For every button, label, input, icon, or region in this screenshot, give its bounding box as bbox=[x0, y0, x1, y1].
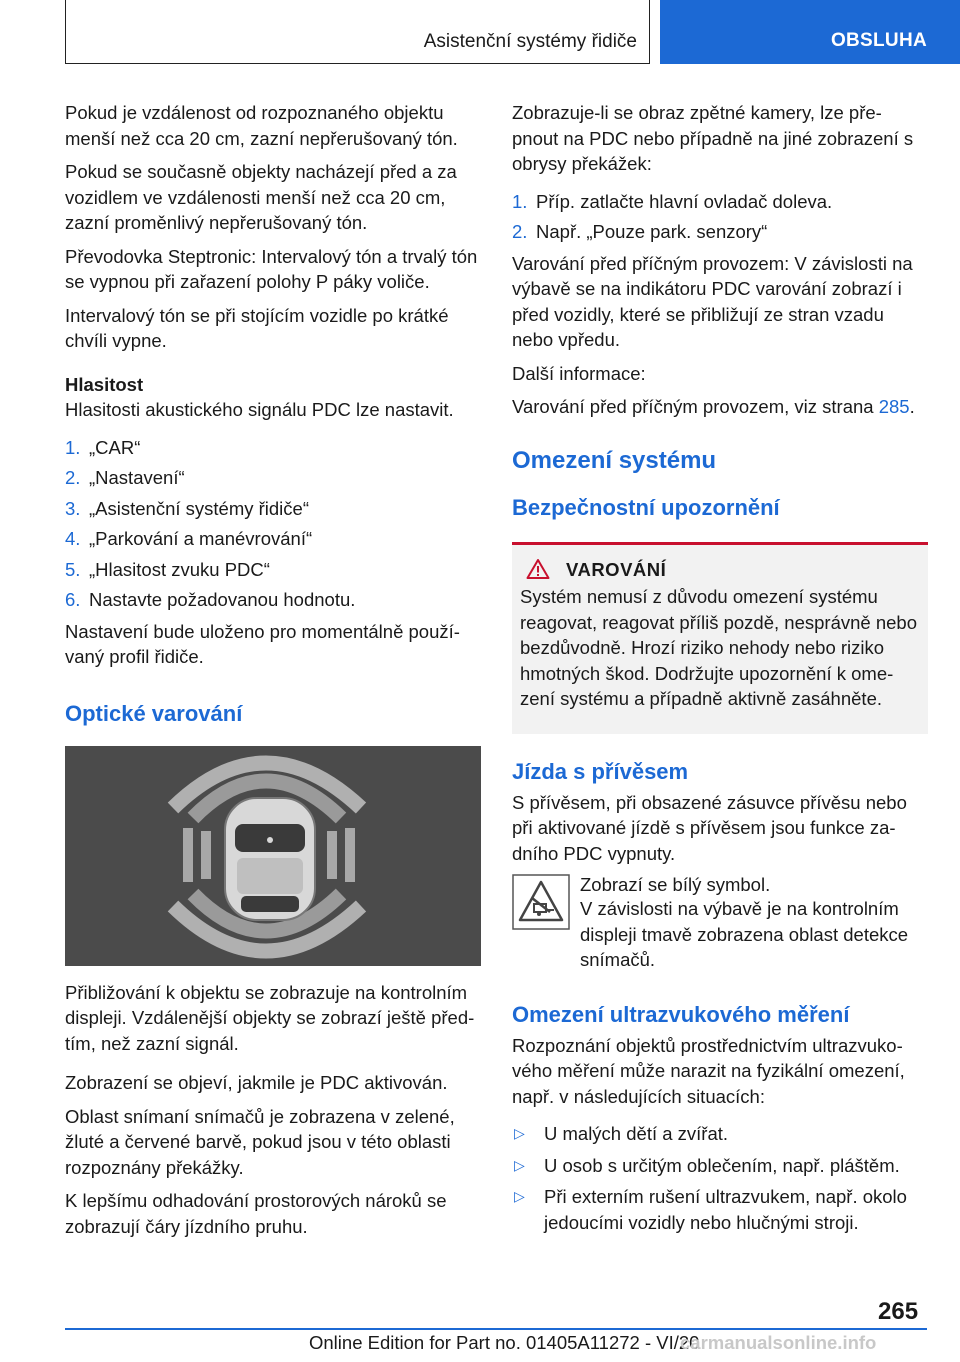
paragraph: Zobrazení se objeví, jakmile je PDC aktivován. bbox=[65, 1072, 448, 1093]
bullet-text: Při externím rušení ultrazvukem, např. okolo jedoucími vozidly nebo hlučnými stroji. bbox=[544, 1186, 907, 1233]
list-item bbox=[512, 1121, 928, 1147]
header-title-box bbox=[65, 0, 650, 64]
warning-text: Systém nemusí z důvodu omezení systému reagovat, reagovat příliš pozdě, nesprávně nebo bezdůvodně. Hrozí riziko nehody nebo riziko hmotných škod. Dodržujte upozornění k ome‐zení systému a případně aktivně zasáhněte. bbox=[520, 586, 917, 709]
list-item bbox=[65, 465, 483, 491]
triangle-bullet-icon: ▷ bbox=[514, 1125, 525, 1141]
step-text: Příp. zatlačte hlavní ovladač doleva. bbox=[536, 190, 833, 212]
pdc-display-image bbox=[65, 746, 481, 966]
page-link[interactable]: 285 bbox=[878, 396, 910, 417]
list-item bbox=[512, 1153, 928, 1179]
list-item bbox=[65, 526, 483, 552]
list-item bbox=[512, 1184, 928, 1235]
system-limits-heading: Omezení systému bbox=[512, 446, 717, 474]
step-text: „Asistenční systémy řidiče“ bbox=[89, 497, 309, 519]
paragraph: Další informace: bbox=[512, 362, 646, 384]
bullet-text: U osob s určitým oblečením, např. pláštěm. bbox=[544, 1154, 900, 1176]
ultrasonic-limits-heading: Omezení ultrazvukového měření bbox=[512, 1001, 850, 1027]
step-text: Nastavte požadovanou hodnotu. bbox=[89, 589, 356, 610]
header-section-tab bbox=[660, 0, 960, 64]
cross-reference-end: . bbox=[909, 396, 915, 417]
paragraph: Oblast snímaní snímačů je zobrazena v zelené, žluté a červené barvě, pokud jsou v této oblasti rozpoznány překážky. bbox=[65, 1105, 455, 1178]
footer-edition: Online Edition for Part no. 01405A11272 - VI/20 bbox=[309, 1332, 700, 1353]
list-item bbox=[65, 496, 483, 522]
step-number: 2. bbox=[512, 221, 528, 242]
volume-heading: Hlasitost bbox=[65, 373, 144, 395]
header-section-label: OBSLUHA bbox=[830, 30, 927, 51]
step-text: „Nastavení“ bbox=[89, 467, 185, 488]
step-number: 6. bbox=[65, 589, 81, 610]
paragraph: Intervalový tón se při stojícím vozidle po krátké chvíli vypne. bbox=[65, 304, 449, 351]
triangle-bullet-icon: ▷ bbox=[514, 1188, 525, 1204]
trailer-detail-text: V závislosti na výbavě je na kontrolním displeji tmavě zobrazena oblast detekce snímačů. bbox=[580, 898, 909, 970]
triangle-bullet-icon: ▷ bbox=[514, 1156, 525, 1173]
step-number: 2. bbox=[65, 467, 81, 488]
warning-header bbox=[520, 557, 920, 583]
trailer-text: S přívěsem, při obsazené zásuvce přívěsu nebo při aktivované jízdě s přívěsem jsou funkce za‐dního PDC vypnuty. bbox=[512, 791, 907, 864]
step-number: 1. bbox=[65, 436, 81, 458]
list-item bbox=[512, 219, 928, 245]
volume-steps-list bbox=[65, 435, 483, 613]
right-column bbox=[512, 100, 928, 1241]
footer-watermark: carmanualsonline.info bbox=[680, 1332, 877, 1353]
warning-box bbox=[512, 542, 928, 734]
paragraph: K lepšímu odhadování prostorových nároků se zobrazují čáry jízdního pruhu. bbox=[65, 1190, 447, 1237]
list-item bbox=[512, 189, 928, 215]
list-item bbox=[65, 435, 483, 461]
optical-warning-heading: Optické varování bbox=[65, 700, 243, 726]
cross-reference bbox=[512, 394, 928, 420]
warning-title: VAROVÁNÍ bbox=[566, 558, 667, 580]
step-text: „Parkování a manévrování“ bbox=[89, 528, 313, 549]
paragraph: Převodovka Steptronic: Intervalový tón a trvalý tón se vypnou při zařazení polohy P páky voliče. bbox=[65, 245, 478, 292]
footer-divider bbox=[65, 1328, 927, 1330]
paragraph: Zobrazuje-li se obraz zpětné kamery, lze pře‐pnout na PDC nebo případně na jiné zobrazení s obrysy překážek: bbox=[512, 102, 914, 174]
trailer-heading: Jízda s přívěsem bbox=[512, 758, 689, 784]
step-text: „CAR“ bbox=[89, 436, 141, 458]
volume-intro: Hlasitosti akustického signálu PDC lze nastavit. bbox=[65, 399, 454, 420]
trailer-detail bbox=[512, 896, 928, 973]
step-text: „Hlasitost zvuku PDC“ bbox=[89, 558, 270, 580]
ultrasonic-text: Rozpoznání objektů prostřednictvím ultrazvuko‐vého měření může narazit na fyzikální omezení, např. v následujících situacích: bbox=[512, 1034, 905, 1107]
trailer-symbol-text: Zobrazí se bílý symbol. bbox=[580, 874, 771, 895]
step-number: 3. bbox=[65, 497, 81, 519]
list-item bbox=[65, 557, 483, 583]
trailer-symbol-icon bbox=[512, 874, 570, 930]
left-column bbox=[65, 100, 483, 1247]
paragraph: Pokud se současně objekty nacházejí před a za vozidlem ve vzdálenosti menší než cca 20 cm, zazní proměnlivý nepřerušovaný tón. bbox=[65, 161, 457, 233]
page-number: 265 bbox=[878, 1298, 919, 1325]
paragraph: Pokud je vzdálenost od rozpoznaného objektu menší než cca 20 cm, zazní nepřerušovaný tón. bbox=[65, 102, 458, 149]
step-text: Např. „Pouze park. senzory“ bbox=[536, 221, 768, 242]
volume-note: Nastavení bude uloženo pro momentálně použí‐vaný profil řidiče. bbox=[65, 620, 460, 667]
safety-notes-heading: Bezpečnostní upozornění bbox=[512, 494, 780, 520]
paragraph: Přibližování k objektu se zobrazuje na kontrolním displeji. Vzdálenější objekty se zobrazí ještě před‐tím, než zazní signál. bbox=[65, 981, 475, 1054]
switch-steps-list bbox=[512, 189, 928, 245]
step-number: 5. bbox=[65, 558, 81, 580]
step-number: 1. bbox=[512, 190, 528, 212]
paragraph: Varování před příčným provozem: V závislosti na výbavě se na indikátoru PDC varování zobrazí i před vozidly, které se přibližují ze stran vzadu nebo vpředu. bbox=[512, 252, 913, 350]
step-number: 4. bbox=[65, 528, 81, 549]
bullet-text: U malých dětí a zvířat. bbox=[544, 1123, 729, 1144]
ultrasonic-limits-list bbox=[512, 1121, 928, 1235]
cross-reference-text: Varování před příčným provozem, viz strana bbox=[512, 396, 879, 417]
warning-triangle-icon bbox=[526, 558, 550, 580]
list-item bbox=[65, 587, 483, 613]
header-title: Asistenční systémy řidiče bbox=[423, 31, 637, 52]
